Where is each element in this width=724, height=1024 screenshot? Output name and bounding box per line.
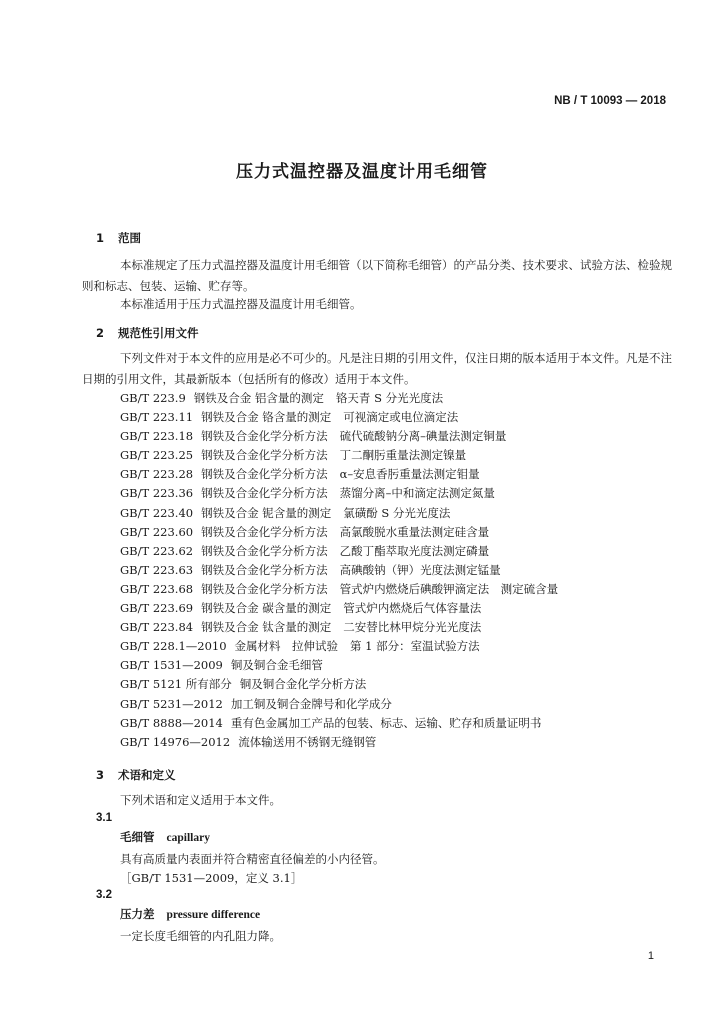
reference-code: GB/T 223.60	[120, 524, 194, 539]
reference-title: 钢铁及合金 钛含量的测定	[201, 620, 332, 635]
reference-item	[120, 504, 558, 523]
reference-method: 蒸馏分离–中和滴定法测定氮量	[339, 486, 495, 501]
reference-method: 二安替比林甲烷分光光度法	[343, 620, 482, 635]
reference-item	[120, 714, 558, 733]
reference-code: GB/T 223.62	[120, 543, 194, 558]
terms-intro: 下列术语和定义适用于本文件。	[120, 793, 281, 807]
reference-method: 可视滴定或电位滴定法	[343, 410, 459, 425]
reference-code: GB/T 1531—2009	[120, 658, 223, 673]
reference-item	[120, 542, 558, 561]
section-number: 3	[96, 768, 105, 782]
section-number: 2	[96, 326, 105, 340]
reference-item	[120, 408, 558, 427]
section-1-heading	[96, 230, 141, 246]
reference-item	[120, 523, 558, 542]
reference-title: 铜及铜合金毛细管	[230, 658, 323, 673]
section-title: 规范性引用文件	[118, 326, 199, 340]
reference-code: GB/T 228.1—2010	[120, 639, 227, 654]
reference-title: 铜及铜合金化学分析方法	[239, 677, 367, 692]
page-title: 压力式温控器及温度计用毛细管	[236, 162, 488, 182]
reference-title: 钢铁及合金化学分析方法	[201, 448, 328, 463]
term-zh: 压力差	[120, 907, 155, 921]
reference-title: 钢铁及合金 碳含量的测定	[201, 601, 332, 616]
reference-code: GB/T 223.84	[120, 620, 194, 635]
reference-code: GB/T 223.9	[120, 391, 186, 405]
reference-code: GB/T 223.11	[120, 410, 194, 425]
term-3-2	[120, 905, 260, 925]
reference-item	[120, 656, 558, 675]
reference-method: 第 1 部分：室温试验方法	[350, 639, 480, 654]
term-3-2-definition: 一定长度毛细管的内孔阻力降。	[120, 929, 281, 943]
term-3-2-number: 3.2	[96, 889, 112, 901]
references-intro: 下列文件对于本文件的应用是必不可少的。凡是注日期的引用文件，仅注日期的版本适用于本文件。凡是不注日期的引用文件，其最新版本（包括所有的修改）适用于本文件。	[82, 351, 672, 386]
reference-item	[120, 695, 558, 714]
reference-item	[120, 675, 558, 694]
scope-paragraph-2: 本标准适用于压力式温控器及温度计用毛细管。	[120, 297, 362, 311]
reference-item	[120, 484, 558, 503]
reference-method: 高氯酸脱水重量法测定硅含量	[339, 524, 490, 539]
reference-code: GB/T 223.69	[120, 601, 194, 616]
page-number: 1	[647, 950, 654, 962]
term-3-1-number: 3.1	[96, 812, 112, 824]
reference-code: GB/T 223.36	[120, 486, 194, 501]
section-title: 范围	[118, 231, 142, 245]
section-number: 1	[96, 231, 105, 245]
reference-title: 钢铁及合金化学分析方法	[201, 524, 328, 539]
term-en: capillary	[166, 832, 210, 844]
reference-method: 硫代硫酸钠分离–碘量法测定铜量	[339, 429, 507, 444]
reference-code: GB/T 223.25	[120, 448, 194, 463]
reference-method: 高碘酸钠（钾）光度法测定锰量	[339, 562, 501, 577]
reference-item	[120, 733, 558, 752]
reference-code: GB/T 223.40	[120, 505, 194, 520]
reference-method: α–安息香肟重量法测定钼量	[339, 467, 480, 482]
reference-title: 钢铁及合金 铌含量的测定	[201, 505, 332, 520]
reference-title: 钢铁及合金化学分析方法	[201, 429, 328, 444]
reference-code: GB/T 223.63	[120, 562, 194, 577]
reference-item	[120, 637, 558, 656]
reference-item	[120, 618, 558, 637]
term-zh: 毛细管	[120, 830, 155, 844]
reference-method: 铬天青 S 分光光度法	[335, 391, 444, 405]
reference-list	[120, 389, 558, 752]
reference-title: 钢铁及合金化学分析方法	[201, 581, 328, 596]
reference-method: 乙酸丁酯萃取光度法测定磷量	[339, 543, 490, 558]
reference-method: 丁二酮肟重量法测定镍量	[339, 448, 467, 463]
reference-item	[120, 446, 558, 465]
section-3-heading	[96, 767, 176, 783]
reference-code: GB/T 14976—2012	[120, 734, 231, 749]
reference-item	[120, 561, 558, 580]
standard-code: NB / T 10093 — 2018	[554, 95, 666, 107]
term-en: pressure difference	[166, 909, 261, 921]
reference-title: 钢铁及合金 铝含量的测定	[193, 391, 324, 405]
reference-item	[120, 465, 558, 484]
reference-item	[120, 599, 558, 618]
reference-item	[120, 580, 558, 599]
reference-method: 管式炉内燃烧后气体容量法	[343, 601, 482, 616]
reference-item	[120, 427, 558, 446]
reference-title: 钢铁及合金化学分析方法	[201, 562, 328, 577]
reference-code: GB/T 223.68	[120, 581, 194, 596]
scope-paragraph-1: 本标准规定了压力式温控器及温度计用毛细管（以下简称毛细管）的产品分类、技术要求、试验方法、检验规则和标志、包装、运输、贮存等。	[82, 258, 672, 293]
reference-item	[120, 389, 558, 408]
reference-title: 流体输送用不锈钢无缝钢管	[238, 734, 377, 749]
section-title: 术语和定义	[118, 768, 176, 782]
reference-method: 管式炉内燃烧后碘酸钾滴定法 测定硫含量	[339, 581, 559, 596]
term-3-1	[120, 828, 210, 848]
reference-title: 金属材料 拉伸试验	[234, 639, 339, 654]
term-3-1-source: ［GB/T 1531—2009，定义 3.1］	[120, 871, 303, 885]
reference-title: 钢铁及合金化学分析方法	[201, 486, 328, 501]
reference-title: 钢铁及合金 铬含量的测定	[201, 410, 332, 425]
term-3-1-definition: 具有高质量内表面并符合精密直径偏差的小内径管。	[120, 852, 385, 866]
reference-title: 重有色金属加工产品的包装、标志、运输、贮存和质量证明书	[230, 715, 542, 730]
reference-code: GB/T 8888—2014	[120, 715, 223, 730]
reference-code: GB/T 223.28	[120, 467, 194, 482]
reference-title: 钢铁及合金化学分析方法	[201, 543, 328, 558]
section-2-heading	[96, 325, 199, 341]
reference-code: GB/T 223.18	[120, 429, 194, 444]
reference-code: GB/T 5121 所有部分	[120, 677, 232, 692]
reference-title: 加工铜及铜合金牌号和化学成分	[230, 696, 392, 711]
reference-method: 氯磺酚 S 分光光度法	[343, 505, 451, 520]
reference-title: 钢铁及合金化学分析方法	[201, 467, 328, 482]
reference-code: GB/T 5231—2012	[120, 696, 223, 711]
